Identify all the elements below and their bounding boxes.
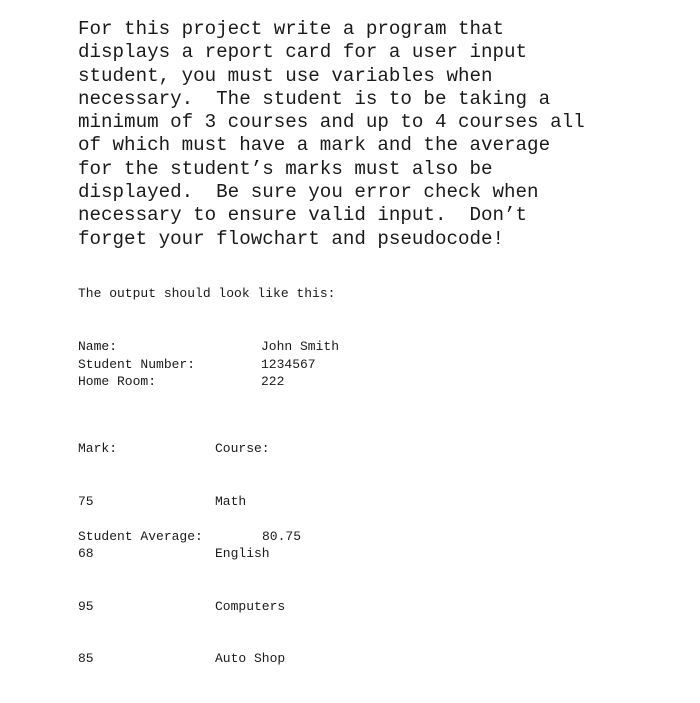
student-number-label: Student Number: bbox=[78, 356, 196, 372]
student-average-label: Student Average: bbox=[78, 529, 203, 544]
mark-value: 68 bbox=[78, 546, 94, 561]
instruction-line: displayed. Be sure you error check when bbox=[78, 181, 539, 204]
name-value: John Smith bbox=[261, 339, 340, 354]
instruction-line: for the student’s marks must also be bbox=[78, 157, 493, 180]
student-average-value: 80.75 bbox=[262, 529, 302, 544]
courses-header: Course: bbox=[215, 441, 270, 456]
instruction-line: of which must have a mark and the average bbox=[78, 134, 551, 157]
home-room-value: 222 bbox=[261, 374, 285, 389]
courses-column bbox=[215, 405, 285, 703]
mark-value: 85 bbox=[78, 651, 94, 666]
assignment-instructions bbox=[78, 18, 678, 251]
instruction-line: displays a report card for a user input bbox=[78, 41, 528, 64]
marks-header: Mark: bbox=[78, 441, 118, 456]
name-label: Name: bbox=[78, 339, 118, 354]
course-name: English bbox=[215, 546, 270, 561]
course-name: Math bbox=[215, 493, 247, 509]
instruction-line: forget your flowchart and pseudocode! bbox=[78, 227, 505, 250]
marks-column bbox=[78, 405, 117, 703]
instruction-line: necessary to ensure valid input. Don’t bbox=[78, 204, 528, 227]
instruction-line: necessary. The student is to be taking a bbox=[78, 87, 551, 110]
course-name: Computers bbox=[215, 598, 286, 614]
student-number-value: 1234567 bbox=[261, 356, 316, 372]
output-example-label: The output should look like this: bbox=[78, 286, 336, 301]
home-room-label: Home Room: bbox=[78, 374, 157, 389]
instruction-line: For this project write a program that bbox=[78, 18, 505, 40]
course-name: Auto Shop bbox=[215, 651, 286, 666]
instruction-line: minimum of 3 courses and up to 4 courses all bbox=[78, 111, 585, 134]
instruction-line: student, you must use variables when bbox=[78, 64, 493, 87]
mark-value: 95 bbox=[78, 598, 94, 614]
mark-value: 75 bbox=[78, 493, 94, 509]
